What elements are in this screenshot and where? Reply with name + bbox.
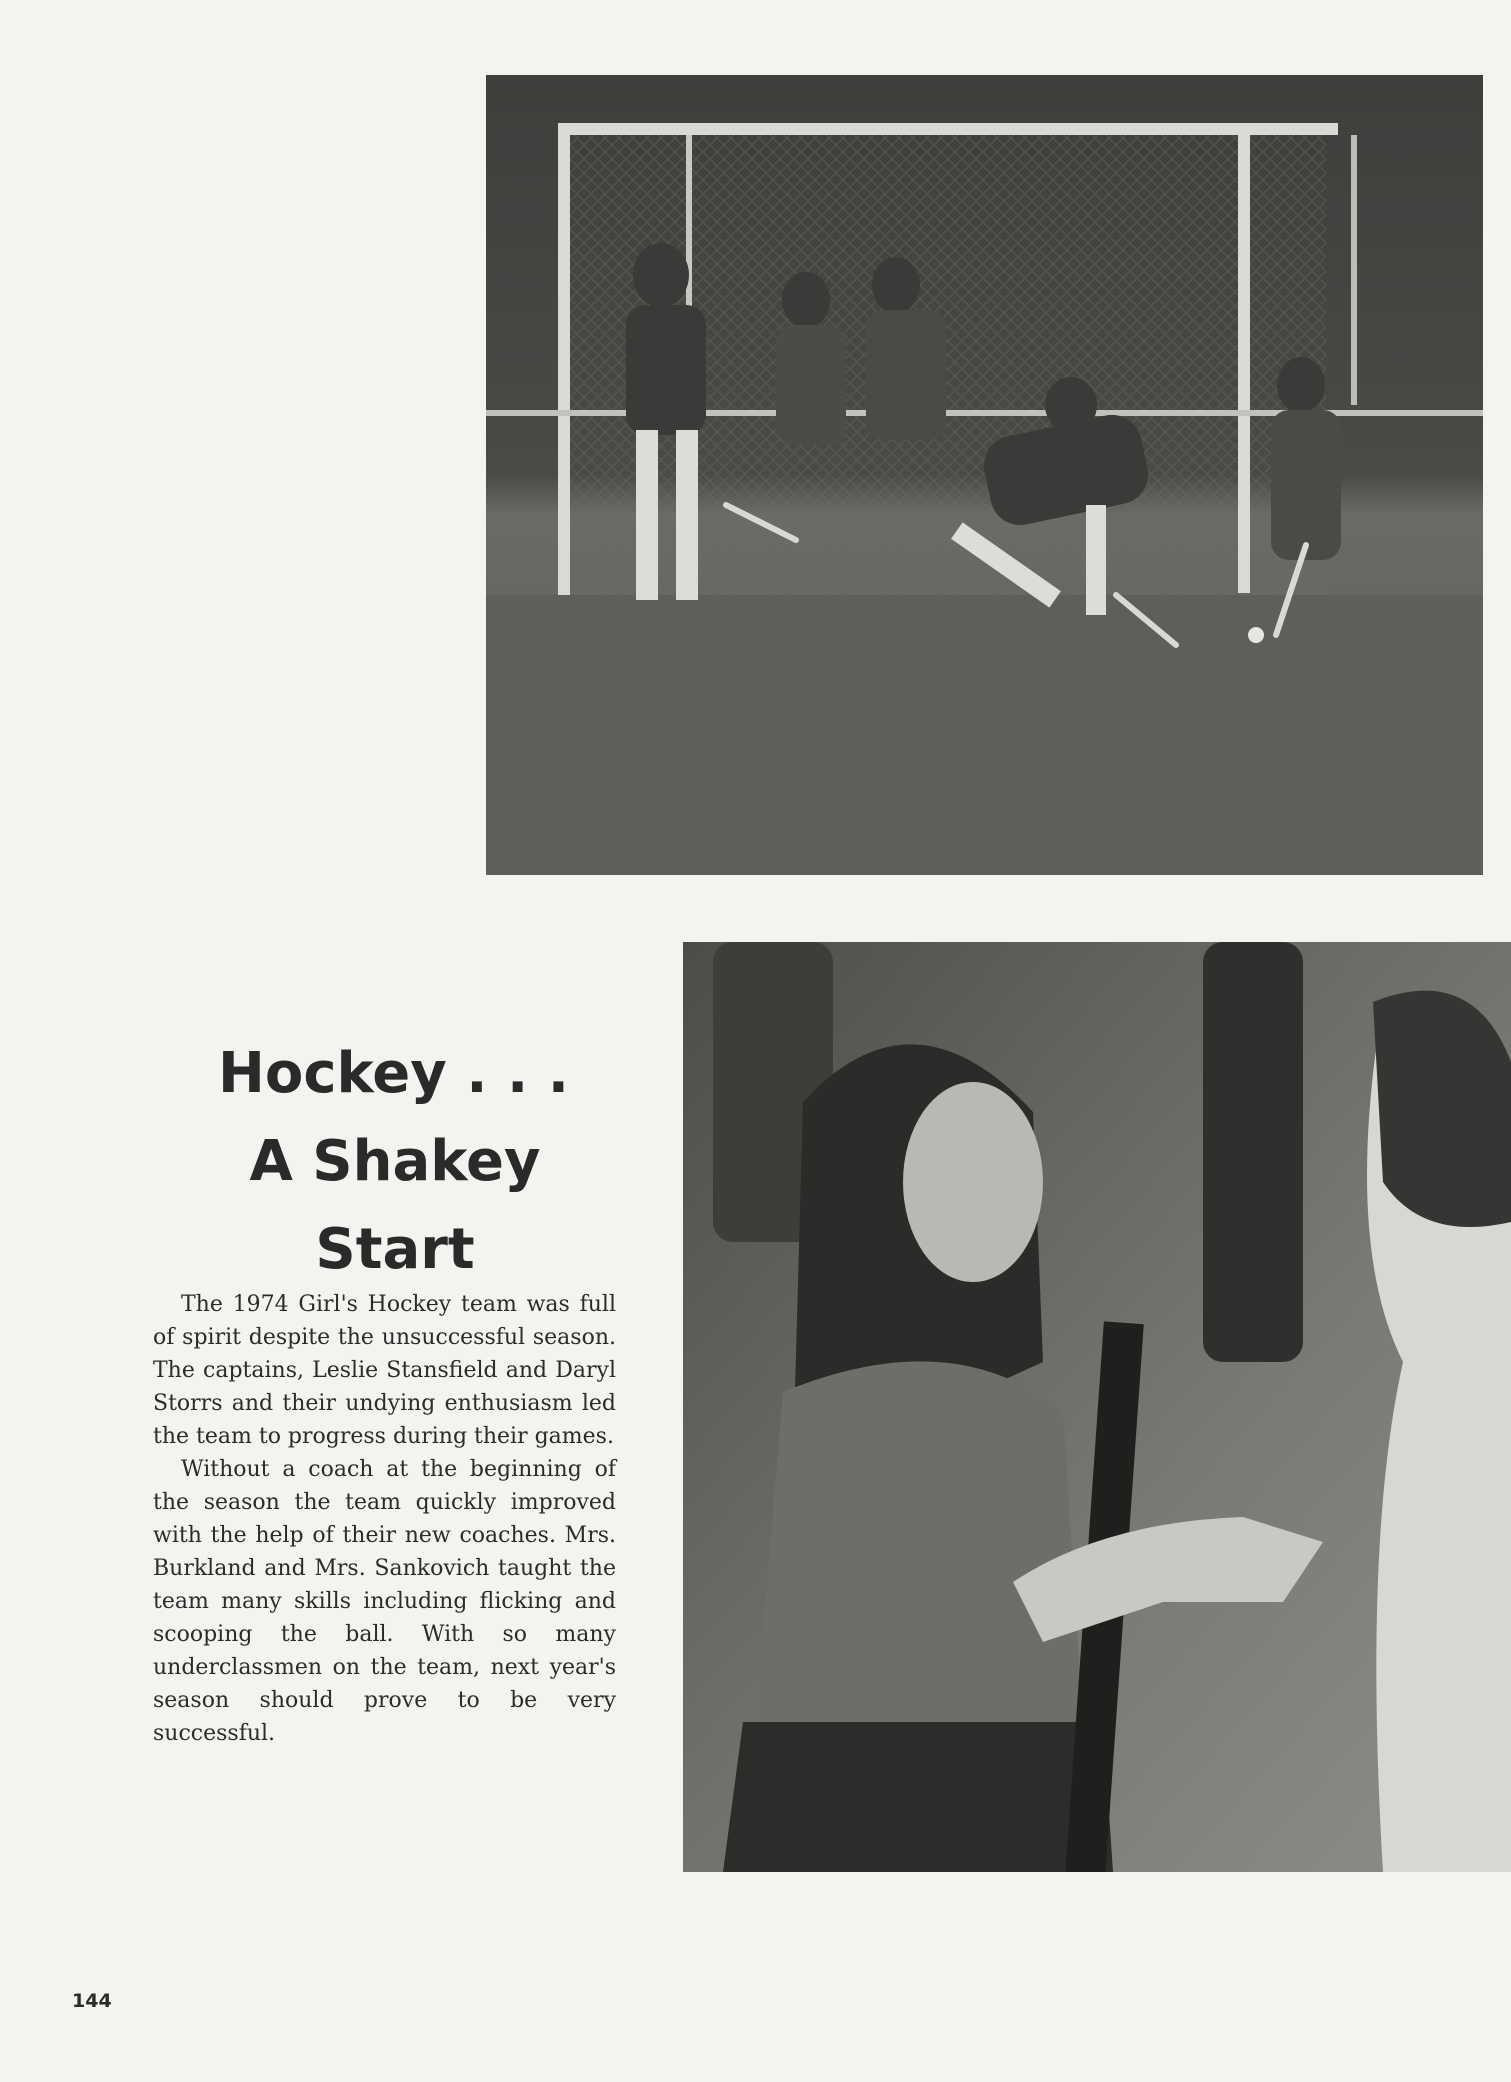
page-number: 144 — [72, 1990, 112, 2012]
hockey-game-photo — [486, 75, 1483, 875]
player-handshake-photo — [683, 942, 1511, 1872]
body-paragraph-1: The 1974 Girl's Hockey team was full of spirit despite the unsuccessful season. The captains, Leslie Stansfield and Daryl Storrs and their undying enthusiasm led the team to progress during their games. — [153, 1292, 616, 1449]
article-body — [153, 1288, 616, 1750]
headline-line-2: A Shakey — [249, 1129, 541, 1194]
article-headline — [160, 1030, 630, 1294]
handshake-illustration — [683, 942, 1511, 1872]
hockey-game-illustration — [486, 75, 1483, 875]
headline-line-1: Hockey . . . — [218, 1041, 570, 1106]
body-paragraph-2: Without a coach at the beginning of the season the team quickly improved with the help of their new coaches. Mrs. Burkland and Mrs. Sankovich taught the team many skills including flicking and scooping the ball. With so many underclassmen on the team, next year's season should prove to be very successful. — [153, 1457, 616, 1746]
headline-line-3: Start — [315, 1217, 475, 1282]
